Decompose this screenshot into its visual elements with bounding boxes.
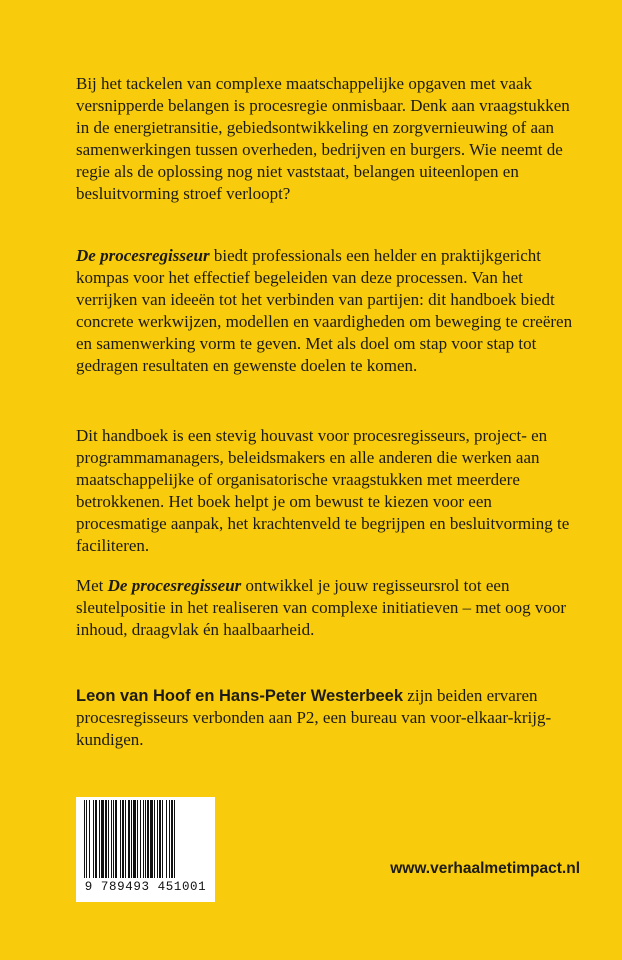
isbn-number: 9 789493 451001: [84, 880, 207, 894]
closing-prefix: Met: [76, 576, 108, 595]
audience-paragraph: Dit handboek is een stevig houvast voor procesregisseurs, project- en programmamanagers, beleidsmakers en alle anderen die werken aan maatschappelijke of organisatorische vraagstukken met meerdere betrokkenen. Het boek helpt je om bewust te kiezen voor een procesmatige aanpak, het krachtenveld te begrijpen en besluitvorming te faciliteren.: [76, 426, 570, 555]
book-title-inline: De procesregisseur: [76, 246, 210, 265]
closing-paragraph: [76, 575, 576, 641]
isbn-barcode: [76, 797, 215, 902]
description-paragraph: [76, 245, 576, 377]
book-title-inline-2: De procesregisseur: [107, 576, 242, 595]
closing-text: ontwikkel je jouw regisseursrol tot een sleutelpositie in het realiseren van complexe initiatieven – met oog voor inhoud, draagvlak én haalbaarheid.: [76, 576, 567, 639]
author-bio-text: zijn beiden ervaren procesregisseurs verbonden aan P2, een bureau van voor-elkaar-krijg-kundigen.: [76, 686, 552, 749]
author-names: Leon van Hoof en Hans-Peter Westerbeek: [76, 687, 404, 705]
barcode-bars-icon: [82, 800, 209, 880]
publisher-website: www.verhaalmetimpact.nl: [390, 860, 580, 877]
author-bio: [76, 685, 576, 751]
description-text: biedt professionals een helder en praktijkgericht kompas voor het effectief begeleiden van deze processen. Van het verrijken van ideeën tot het verbinden van partijen: dit handboek biedt concrete werkwijzen, modellen en vaardigheden om beweging te creëren en samenwerking vorm te geven. Met als doel om stap voor stap tot gedragen resultaten en gewenste doelen te komen.: [76, 246, 573, 375]
intro-paragraph: Bij het tackelen van complexe maatschappelijke opgaven met vaak versnipperde belangen is procesregie onmisbaar. Denk aan vraagstukken in de energietransitie, gebiedsontwikkeling en zorgvernieuwing of aan samenwerkingen tussen overheden, bedrijven en burgers. Wie neemt de regie als de oplossing nog niet vaststaat, belangen uiteenlopen en besluitvorming stroef verloopt?: [76, 74, 570, 203]
